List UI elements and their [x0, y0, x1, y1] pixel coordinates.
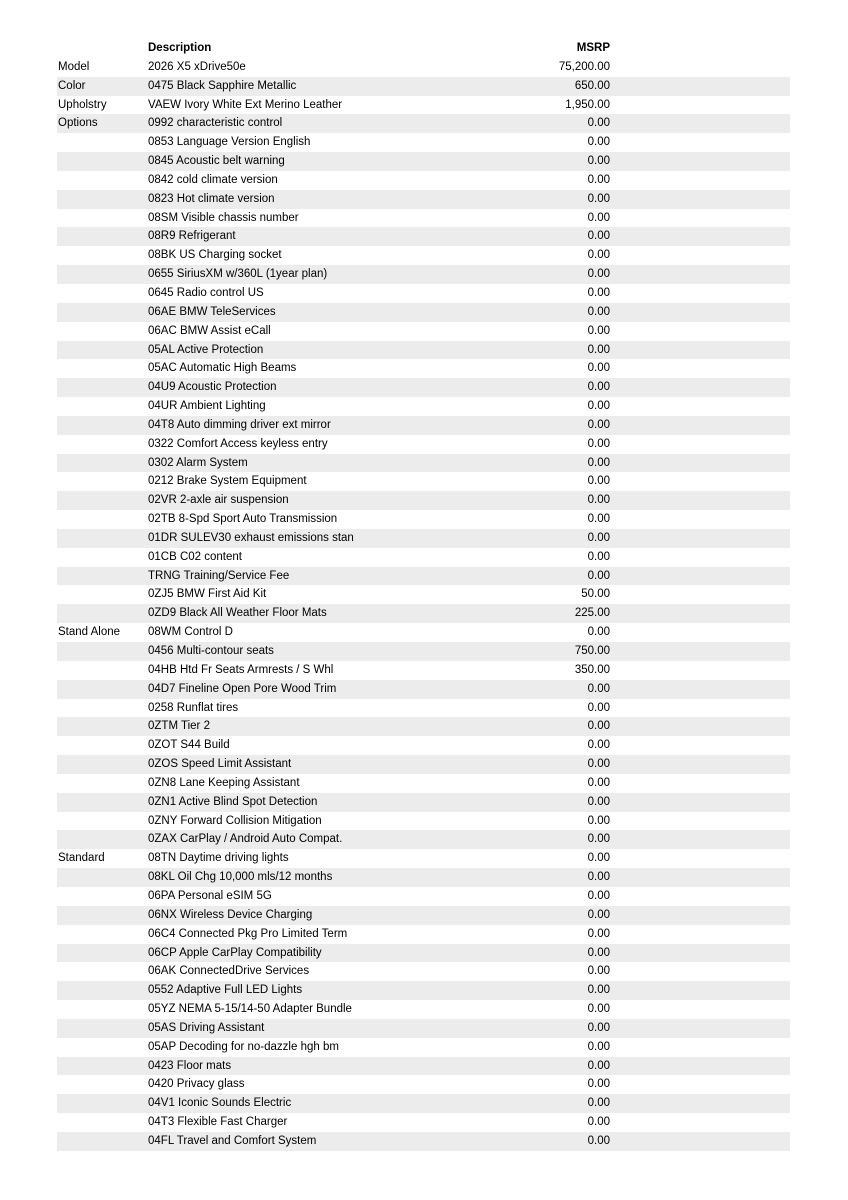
- table-row: [57, 981, 790, 1000]
- description-cell: 08R9 Refrigerant: [148, 230, 236, 243]
- msrp-cell: 0.00: [587, 513, 610, 526]
- table-row: [57, 246, 790, 265]
- table-row: [57, 962, 790, 981]
- msrp-cell: 0.00: [587, 155, 610, 168]
- table-row: [57, 227, 790, 246]
- msrp-cell: 0.00: [587, 418, 610, 431]
- msrp-cell: 0.00: [587, 1021, 610, 1034]
- msrp-cell: 750.00: [574, 645, 610, 657]
- msrp-cell: 0.00: [587, 230, 610, 243]
- msrp-cell: 0.00: [587, 136, 610, 149]
- description-cell: 0ZTM Tier 2: [148, 720, 210, 733]
- msrp-cell: 0.00: [587, 343, 610, 356]
- table-row: [57, 133, 790, 152]
- msrp-cell: 650.00: [574, 79, 610, 92]
- table-row: [57, 1113, 790, 1132]
- description-cell: 0ZOS Speed Limit Assistant: [148, 758, 292, 771]
- description-cell: 05YZ NEMA 5-15/14-50 Adapter Bundle: [148, 1003, 352, 1016]
- msrp-cell: 0.00: [587, 626, 610, 639]
- description-cell: 0645 Radio control US: [148, 286, 264, 299]
- table-row: [57, 435, 790, 454]
- description-cell: 04UR Ambient Lighting: [148, 400, 266, 413]
- table-row: [57, 491, 790, 510]
- description-cell: 0552 Adaptive Full LED Lights: [148, 984, 303, 997]
- table-row: [57, 736, 790, 755]
- table-row: [57, 1075, 790, 1094]
- table-row: [57, 416, 790, 435]
- description-cell: 08WM Control D: [148, 626, 233, 639]
- msrp-cell: 0.00: [587, 965, 610, 978]
- description-cell: 05AL Active Protection: [148, 343, 264, 356]
- msrp-cell: 0.00: [587, 927, 610, 940]
- description-cell: 05AS Driving Assistant: [148, 1021, 265, 1034]
- table-row: [57, 699, 790, 718]
- msrp-cell: 0.00: [587, 550, 610, 563]
- description-cell: 04U9 Acoustic Protection: [148, 381, 277, 394]
- table-row: [57, 359, 790, 378]
- msrp-cell: 0.00: [587, 795, 610, 808]
- table-row: [57, 661, 790, 680]
- description-cell: 0212 Brake System Equipment: [148, 475, 307, 488]
- table-row: [57, 925, 790, 944]
- description-cell: 06AC BMW Assist eCall: [148, 324, 271, 337]
- description-cell: 02VR 2-axle air suspension: [148, 494, 289, 507]
- table-row: [57, 454, 790, 473]
- description-cell: 05AP Decoding for no-dazzle hgh bm: [148, 1040, 339, 1053]
- pricing-table: [57, 39, 790, 1151]
- description-cell: 06PA Personal eSIM 5G: [148, 889, 272, 902]
- description-cell: 06NX Wireless Device Charging: [148, 908, 313, 921]
- description-cell: 08SM Visible chassis number: [148, 211, 299, 224]
- table-row: [57, 1132, 790, 1151]
- msrp-cell: 0.00: [587, 192, 610, 205]
- msrp-cell: 0.00: [587, 682, 610, 695]
- msrp-cell: 0.00: [587, 456, 610, 469]
- category-cell: Color: [58, 79, 86, 92]
- msrp-cell: 0.00: [587, 400, 610, 413]
- table-row: [57, 209, 790, 228]
- table-row: [57, 341, 790, 360]
- msrp-cell: 0.00: [587, 1134, 610, 1147]
- msrp-cell: 0.00: [587, 305, 610, 318]
- msrp-cell: 350.00: [574, 663, 610, 676]
- description-cell: 06C4 Connected Pkg Pro Limited Term: [148, 927, 348, 940]
- table-row: [57, 1094, 790, 1113]
- msrp-cell: 0.00: [587, 758, 610, 771]
- msrp-cell: 0.00: [587, 833, 610, 846]
- description-cell: 01CB C02 content: [148, 550, 242, 563]
- table-row: [57, 755, 790, 774]
- table-row: [57, 567, 790, 586]
- msrp-cell: 0.00: [587, 701, 610, 714]
- category-cell: Upholstry: [58, 98, 107, 111]
- msrp-cell: 0.00: [587, 381, 610, 394]
- msrp-cell: 0.00: [587, 268, 610, 281]
- description-cell: 0ZD9 Black All Weather Floor Mats: [148, 607, 327, 620]
- table-row: [57, 642, 790, 661]
- msrp-cell: 0.00: [587, 1078, 610, 1091]
- table-row: [57, 114, 790, 133]
- table-row: [57, 378, 790, 397]
- category-cell: Model: [58, 60, 90, 73]
- table-row: [57, 774, 790, 793]
- category-cell: Stand Alone: [58, 626, 121, 639]
- msrp-cell: 0.00: [587, 117, 610, 130]
- table-row: [57, 96, 790, 115]
- table-row: [57, 58, 790, 77]
- description-cell: 0456 Multi-contour seats: [148, 645, 274, 657]
- msrp-cell: 0.00: [587, 211, 610, 224]
- description-cell: 01DR SULEV30 exhaust emissions stan: [148, 531, 354, 544]
- msrp-cell: 225.00: [574, 607, 610, 620]
- description-cell: 0ZN8 Lane Keeping Assistant: [148, 776, 300, 789]
- description-cell: 0ZOT S44 Build: [148, 739, 230, 752]
- table-row: [57, 284, 790, 303]
- msrp-cell: 0.00: [587, 1116, 610, 1129]
- msrp-cell: 0.00: [587, 739, 610, 752]
- msrp-cell: 0.00: [587, 852, 610, 865]
- description-cell: 0823 Hot climate version: [148, 192, 275, 205]
- table-row: [57, 887, 790, 906]
- table-row: [57, 585, 790, 604]
- description-cell: 2026 X5 xDrive50e: [148, 60, 246, 73]
- msrp-cell: 0.00: [587, 814, 610, 827]
- description-header: Description: [148, 42, 212, 54]
- description-cell: 06CP Apple CarPlay Compatibility: [148, 946, 322, 959]
- description-cell: 0992 characteristic control: [148, 117, 283, 130]
- table-row: [57, 322, 790, 341]
- msrp-cell: 0.00: [587, 286, 610, 299]
- description-cell: 0853 Language Version English: [148, 136, 311, 149]
- description-cell: 05AC Automatic High Beams: [148, 362, 297, 375]
- description-cell: 04T3 Flexible Fast Charger: [148, 1116, 288, 1129]
- table-row: [57, 868, 790, 887]
- msrp-cell: 0.00: [587, 946, 610, 959]
- table-row: [57, 906, 790, 925]
- msrp-cell: 0.00: [587, 531, 610, 544]
- msrp-cell: 75,200.00: [558, 60, 610, 73]
- msrp-cell: 0.00: [587, 776, 610, 789]
- table-row: [57, 510, 790, 529]
- msrp-cell: 0.00: [587, 1059, 610, 1072]
- table-row: [57, 77, 790, 96]
- table-row: [57, 1019, 790, 1038]
- msrp-cell: 0.00: [587, 494, 610, 507]
- msrp-header: MSRP: [576, 42, 610, 54]
- msrp-cell: 0.00: [587, 908, 610, 921]
- description-cell: 0845 Acoustic belt warning: [148, 155, 285, 168]
- description-cell: 04HB Htd Fr Seats Armrests / S Whl: [148, 663, 334, 676]
- description-cell: 06AK ConnectedDrive Services: [148, 965, 310, 978]
- table-row: [57, 830, 790, 849]
- msrp-cell: 0.00: [587, 362, 610, 375]
- description-cell: 04D7 Fineline Open Pore Wood Trim: [148, 682, 337, 695]
- msrp-cell: 0.00: [587, 871, 610, 884]
- msrp-cell: 0.00: [587, 249, 610, 262]
- table-row: [57, 604, 790, 623]
- msrp-cell: 0.00: [587, 889, 610, 902]
- description-cell: 04T8 Auto dimming driver ext mirror: [148, 418, 331, 431]
- table-row: [57, 680, 790, 699]
- msrp-cell: 0.00: [587, 569, 610, 582]
- table-row: [57, 303, 790, 322]
- msrp-cell: 0.00: [587, 720, 610, 733]
- description-cell: TRNG Training/Service Fee: [148, 569, 290, 582]
- msrp-cell: 0.00: [587, 1003, 610, 1016]
- table-row: [57, 171, 790, 190]
- table-row: [57, 1057, 790, 1076]
- table-row: [57, 548, 790, 567]
- description-cell: 04V1 Iconic Sounds Electric: [148, 1097, 292, 1110]
- description-cell: VAEW Ivory White Ext Merino Leather: [148, 98, 343, 111]
- description-cell: 0ZNY Forward Collision Mitigation: [148, 814, 322, 827]
- table-row: [57, 472, 790, 491]
- table-row: [57, 793, 790, 812]
- table-row: [57, 1000, 790, 1019]
- table-row: [57, 812, 790, 831]
- table-row: [57, 944, 790, 963]
- table-row: [57, 397, 790, 416]
- table-header-row: [57, 39, 790, 58]
- description-cell: 08TN Daytime driving lights: [148, 852, 289, 865]
- description-cell: 0655 SiriusXM w/360L (1year plan): [148, 268, 328, 281]
- description-cell: 0258 Runflat tires: [148, 701, 239, 714]
- msrp-cell: 0.00: [587, 1040, 610, 1053]
- description-cell: 0423 Floor mats: [148, 1059, 232, 1072]
- description-cell: 08KL Oil Chg 10,000 mls/12 months: [148, 871, 333, 884]
- msrp-cell: 0.00: [587, 324, 610, 337]
- table-row: [57, 529, 790, 548]
- description-cell: 0302 Alarm System: [148, 456, 248, 469]
- category-cell: Standard: [58, 852, 105, 865]
- msrp-cell: 0.00: [587, 1097, 610, 1110]
- msrp-cell: 0.00: [587, 984, 610, 997]
- description-cell: 0ZN1 Active Blind Spot Detection: [148, 795, 318, 808]
- table-row: [57, 152, 790, 171]
- description-cell: 0ZJ5 BMW First Aid Kit: [148, 588, 267, 601]
- table-row: [57, 849, 790, 868]
- description-cell: 06AE BMW TeleServices: [148, 305, 276, 318]
- description-cell: 0420 Privacy glass: [148, 1078, 245, 1091]
- description-cell: 0842 cold climate version: [148, 173, 278, 186]
- description-cell: 0ZAX CarPlay / Android Auto Compat.: [148, 833, 343, 846]
- description-cell: 0322 Comfort Access keyless entry: [148, 437, 328, 450]
- table-row: [57, 265, 790, 284]
- description-cell: 08BK US Charging socket: [148, 249, 282, 262]
- table-row: [57, 717, 790, 736]
- msrp-cell: 0.00: [587, 475, 610, 488]
- table-row: [57, 1038, 790, 1057]
- description-cell: 02TB 8-Spd Sport Auto Transmission: [148, 513, 338, 526]
- table-row: [57, 190, 790, 209]
- msrp-cell: 1,950.00: [565, 98, 610, 111]
- msrp-cell: 0.00: [587, 173, 610, 186]
- msrp-cell: 0.00: [587, 437, 610, 450]
- description-cell: 04FL Travel and Comfort System: [148, 1134, 317, 1147]
- category-cell: Options: [58, 117, 98, 130]
- description-cell: 0475 Black Sapphire Metallic: [148, 79, 297, 92]
- table-body: [57, 58, 790, 1151]
- msrp-cell: 50.00: [581, 588, 610, 601]
- table-row: [57, 623, 790, 642]
